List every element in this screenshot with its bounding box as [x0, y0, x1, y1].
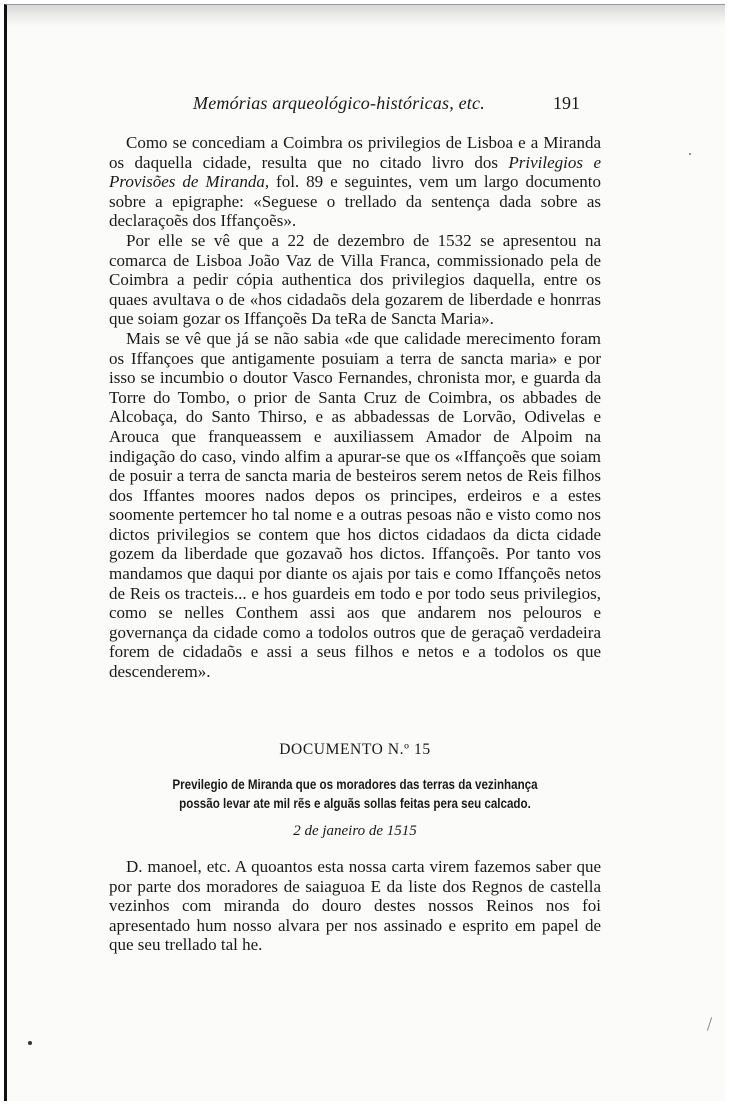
paragraph-1-text-start: Como se concediam a Coimbra os privilegios de Lisboa e a Miranda os daquella cidade, resulta que no citado livro dos: [109, 133, 601, 172]
main-text: [109, 133, 601, 682]
ink-speck: [689, 153, 691, 155]
ink-speck: [28, 1041, 32, 1045]
document-date: 2 de janeiro de 1515: [293, 823, 417, 839]
document-title: [143, 775, 566, 813]
document-title-line-2: possão levar ate mil rẽs e alguãs sollas feitas pera seu calcado.: [179, 796, 531, 811]
running-title: Memórias arqueológico-históricas, etc.: [193, 93, 485, 113]
paragraph-2: Por elle se vê que a 22 de dezembro de 1532 se apresentou na comarca de Lisboa João Vaz de Villa Franca, commissionado pela de Coimbra a pedir cópia authentica dos privilegios daquella, entre os quaes avultava o de «hos cidadaõs dela gozarem de liberdade e honrras que soiam gozar os Iffançoẽs Da teRa de Sancta Maria».: [109, 230, 601, 329]
margin-mark: [707, 1017, 712, 1031]
document-heading: DOCUMENTO N.º 15: [279, 741, 431, 758]
page-number: 191: [553, 93, 580, 113]
paragraph-1-italic-title: Privilegios e Provisões de Miranda,: [109, 152, 601, 192]
paragraph-3: Mais se vê que já se não sabia «de que calidade merecimento foram os Iffançoes que antigamente posuiam a terra de sancta maria» e por isso se incumbio o doutor Vasco Fernandes, chronista mor, e guarda da Torre do Tombo, o prior de Santa Cruz de Coimbra, os abbades de Alcobaça, do Santo Thirso, e as abbadessas de Lorvão, Odivelas e Arouca que franqueassem e auxiliassem Amador de Alpoim na indigação do caso, vindo alfim a apurar-se que os «Iffançoẽs que soiam de posuir a terra de sancta maria de besteiros serem netos de Reis filhos dos Iffantes moores nados depos os principes, erdeiros e a estes soomente pertemcer ho tal nome e a outras pesoas não e visto como nos dictos privilegios se contem que hos dictos cidadaos da dicta cidade gozem da liberdade que gozavaõ hos dictos. Iffançoẽs. Por tanto vos mandamos que daqui por diante os ajais por tais e como Iffançoẽs netos de Reis os tracteis... e hos guardeis em todo e por todo seus privilegios, como se nelles Conthem assi aos que andarem nos pelouros e governança da cidade como a todolos outros que de geraçaõ verdadeira forem de cidadaõs e assi a seus filhos e netos e a todolos os que descenderem».: [109, 328, 601, 682]
document-text: [109, 857, 601, 955]
paragraph-1: [109, 133, 601, 231]
book-page: [4, 4, 725, 1101]
paragraph-1-text-end: fol. 89 e seguintes, vem um largo documento sobre a epigraphe: «Seguese o trellado da sentença dada sobre as declaraçoẽs dos Iffançoẽs».: [109, 172, 601, 231]
document-title-line-1: Previlegio de Miranda que os moradores das terras da vezinhança: [172, 777, 538, 792]
scan-edge-shadow: [7, 5, 725, 27]
document-paragraph: D. manoel, etc. A quoantos esta nossa carta virem fazemos saber que por parte dos moradores de saiaguoa E da liste dos Regnos de castella vezinhos com miranda do douro destes nossos Reinos nos foi apresentado hum nosso alvara per nos assinado e esprito em papel de que seu trellado tal he.: [109, 857, 601, 955]
